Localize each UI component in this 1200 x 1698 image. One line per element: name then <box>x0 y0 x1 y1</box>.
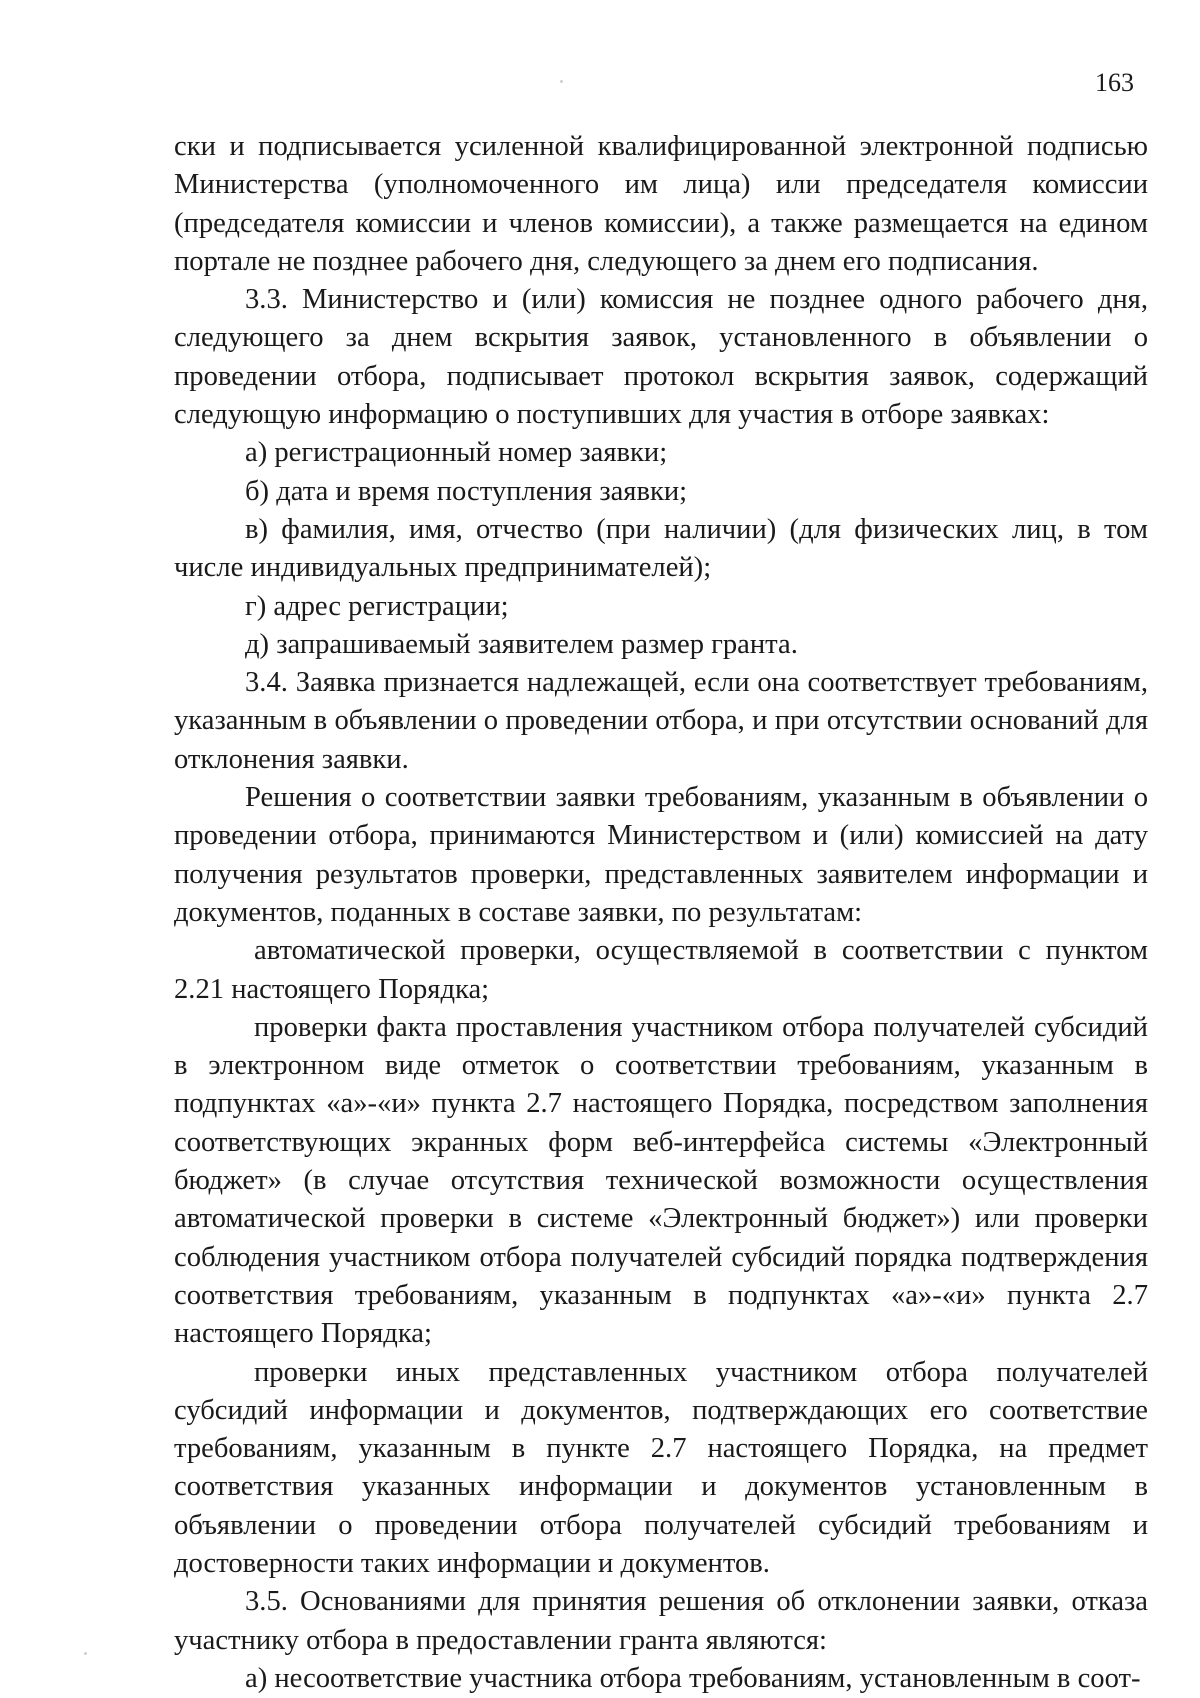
list-item-b: б) дата и время поступления заявки; <box>245 475 688 507</box>
list-item-v: в) фамилия, имя, отчество (при наличии) (для физических лиц, в том числе индивидуальных предпринимателей); <box>174 513 1148 584</box>
document-body <box>174 128 1148 1698</box>
list-item-a: а) регистрационный номер заявки; <box>245 437 668 469</box>
paragraph-automatic-check: автоматической проверки, осуществляемой в соответствии с пунктом 2.21 настоящего Порядка; <box>174 935 1148 1005</box>
paragraph-3-3: 3.3. Министерство и (или) комиссия не позднее одного рабочего дня, следующего за днем вскрытия заявок, установленного в объявлении о проведении отбора, подписывает протокол вскрытия заявок, содержащий следующую информацию о поступивших для участия в отборе заявках: <box>174 284 1148 431</box>
list-item-g: г) адрес регистрации; <box>245 590 509 622</box>
list-item-d: д) запрашиваемый заявителем размер гранта. <box>245 628 798 660</box>
paragraph-3-4: 3.4. Заявка признается надлежащей, если она соответствует требованиям, указанным в объявлении о проведении отбора, и при отсутствии оснований для отклонения заявки. <box>174 667 1148 775</box>
paragraph-3-5: 3.5. Основаниями для принятия решения об отклонении заявки, отказа участнику отбора в предоставлении гранта являются: <box>174 1586 1148 1656</box>
page-number: 163 <box>1095 68 1134 97</box>
paragraph-marks-check: проверки факта проставления участником отбора получателей субсидий в электронном виде отметок о соответствии требованиям, указанным в подпунктах «а»-«и» пункта 2.7 настоящего Порядка, посредством заполнения соответствующих экранных форм веб-интерфейса системы «Электронный бюджет» (в случае отсутствия технической возможности осуществления автоматической проверки в системе «Электронный бюджет») или проверки соблюдения участником отбора получателей субсидий порядка подтверждения соответствия требованиям, указанным в подпунктах «а»-«и» пункта 2.7 настоящего Порядка; <box>174 1011 1148 1350</box>
scan-speck <box>560 80 563 83</box>
scan-speck <box>84 1652 87 1655</box>
list-item-a-grounds: а) несоответствие участника отбора требованиям, установленным в соот- <box>245 1662 1141 1694</box>
paragraph-continuation: ски и подписывается усиленной квалифицированной электронной подписью Министерства (уполномоченного им лица) или председателя комиссии (председателя комиссии и членов комиссии), а также размещается на едином портале не позднее рабочего дня, следующего за днем его подписания. <box>174 131 1148 277</box>
paragraph-decisions: Решения о соответствии заявки требованиям, указанным в объявлении о проведении отбора, принимаются Министерством и (или) комиссией на дату получения результатов проверки, представленных заявителем информации и документов, поданных в составе заявки, по результатам: <box>174 782 1148 928</box>
paragraph-other-check: проверки иных представленных участником отбора получателей субсидий информации и документов, подтверждающих его соответствие требованиям, указанным в пункте 2.7 настоящего Порядка, на предмет соответствия указанных информации и документов установленным в объявлении о проведении отбора получателей субсидий требованиям и достоверности таких информации и документов. <box>174 1356 1148 1579</box>
